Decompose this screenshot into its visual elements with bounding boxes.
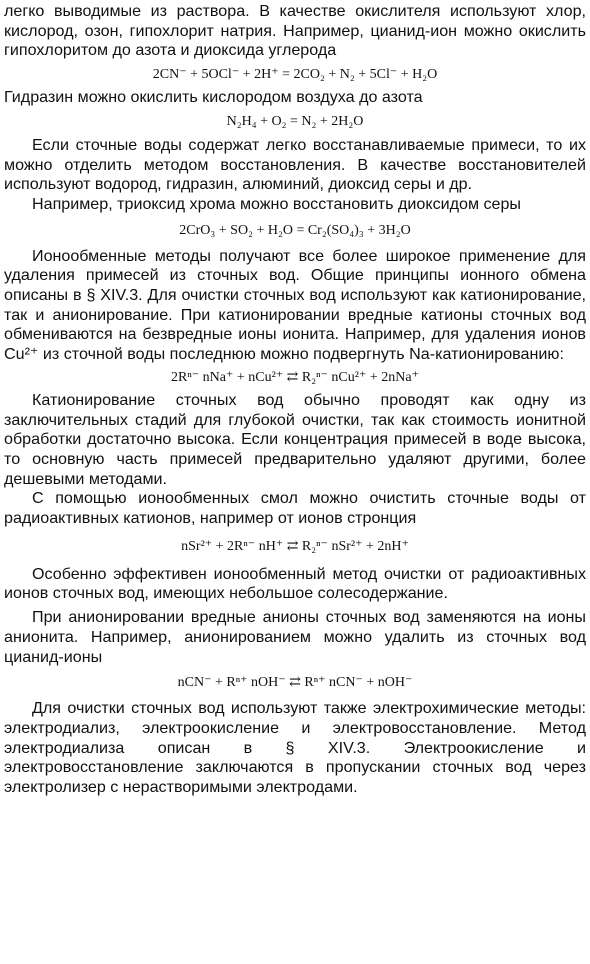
paragraph-electrochemical: Для очистки сточных вод используют также электрохимические методы: электродиализ, электроокисление и электровосстановление. Метод электродиализа описан в § XIV.3. Электроокисление и электровосстановление заключаются в пропускании сточных вод через электролизер с нерастворимыми электродами. xyxy=(4,699,586,797)
paragraph-hydrazine: Гидразин можно окислить кислородом воздуха до азота xyxy=(4,88,423,107)
paragraph-oxidants: легко выводимые из раствора. В качестве окислителя используют хлор, кислород, озон, гипохлорит натрия. Например, цианид-ион можно окислить гипохлоритом до азота и диоксида углерода xyxy=(4,2,586,60)
paragraph-chromium-trioxide: Например, триоксид хрома можно восстановить диоксидом серы xyxy=(32,194,522,213)
paragraph-cationization-stage: Катионирование сточных вод обычно проводят как одну из заключительных стадий для глубокой очистки, так как стоимость ионитной обработки достаточно высока. Если концентрация примесей в воде высока, то основную часть примесей предварительно удаляют другими, более дешевыми методами. xyxy=(4,390,586,488)
equation-na-cationization: 2Rⁿ⁻ nNa⁺ + nCu²⁺ ⇄ R₂ⁿ⁻ nCu²⁺ + 2nNa⁺ xyxy=(171,369,419,385)
paragraph-radioactive-cations: С помощью ионообменных смол можно очистить сточные воды от радиоактивных катионов, например от ионов стронция xyxy=(4,489,586,528)
equation-cyanide-hypochlorite: 2CN⁻ + 5OCl⁻ + 2H⁺ = 2CO₂ + N₂ + 5Cl⁻ + H₂O xyxy=(152,67,438,83)
equation-cyanide-anionization: nCN⁻ + Rⁿ⁺ nOH⁻ ⇄ Rⁿ⁺ nCN⁻ + nOH⁻ xyxy=(177,675,413,691)
paragraph-effective-method: Особенно эффективен ионообменный метод очистки от радиоактивных ионов сточных вод, имеющих небольшое солесодержание. xyxy=(4,564,586,603)
paragraph-reduction: Если сточные воды содержат легко восстанавливаемые примеси, то их можно отделить методом восстановления. В качестве восстановителей используют водород, гидразин, алюминий, диоксид серы и др. xyxy=(4,135,586,194)
paragraph-ion-exchange: Ионообменные методы получают все более широкое применение для удаления примесей из сточных вод. Общие принципы ионного обмена описаны в § XIV.3. Для очистки сточных вод используют как катионирование, так и анионирование. При катионировании вредные катионы сточных вод обмениваются на безвредные ионы ионита. Например, для удаления ионов Cu²⁺ из сточной воды последнюю можно подвергнуть Na-катионированию: xyxy=(4,246,586,364)
equation-chromium-trioxide: 2CrO₃ + SO₂ + H₂O = Cr₂(SO₄)₃ + 3H₂O xyxy=(179,222,411,238)
equation-hydrazine-oxygen: N₂H₄ + O₂ = N₂ + 2H₂O xyxy=(226,113,364,129)
equation-strontium: nSr²⁺ + 2Rⁿ⁻ nH⁺ ⇄ R₂ⁿ⁻ nSr²⁺ + 2nH⁺ xyxy=(181,538,409,554)
paragraph-anionization: При анионировании вредные анионы сточных вод заменяются на ионы анионита. Например, анионированием можно удалить из сточных вод цианид-ионы xyxy=(4,608,586,666)
